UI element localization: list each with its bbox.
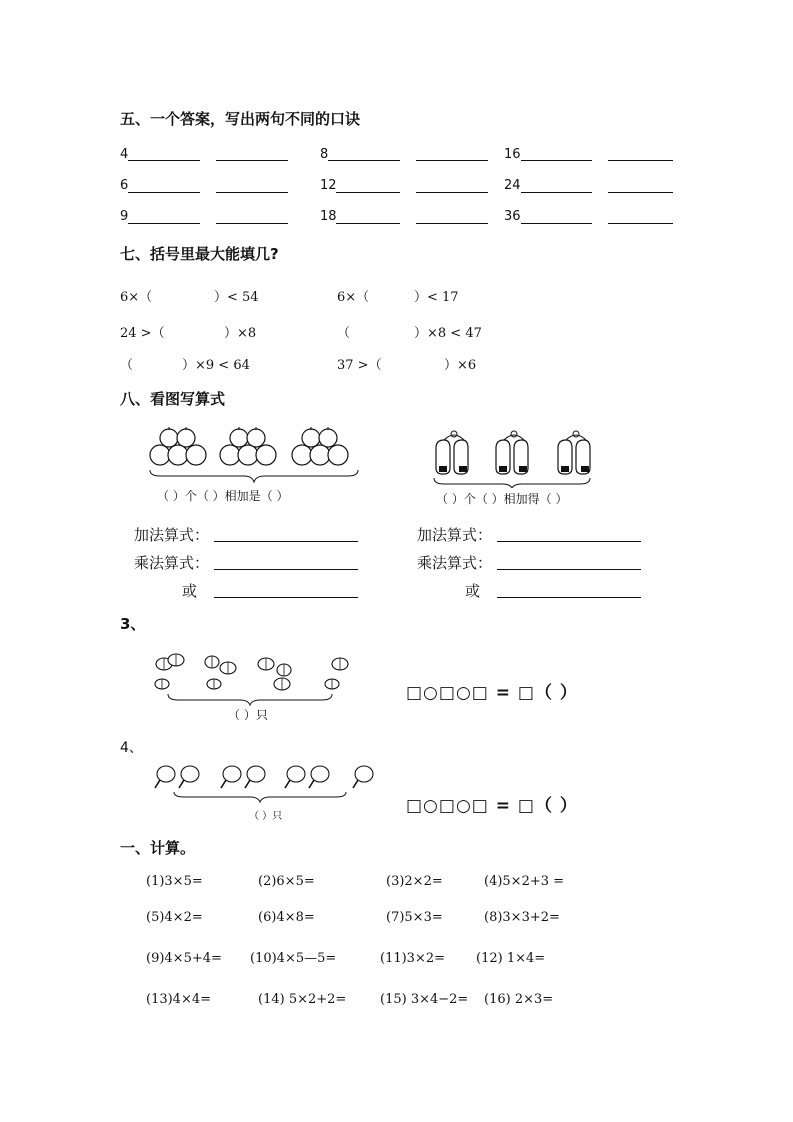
inequality-part: ）×9 < 64 (182, 358, 250, 373)
calc-problem: (3)2×2= (386, 874, 443, 889)
answer-blank[interactable] (521, 223, 592, 224)
answer-blank[interactable] (608, 160, 673, 161)
addition-label: 加法算式： (417, 526, 493, 544)
gloves-caption: （ ）个（ ）相加得（ ） (436, 492, 568, 506)
inequality-part: 6×（ (120, 290, 153, 305)
answer-blank[interactable] (521, 192, 592, 193)
paddles-picture (150, 762, 382, 808)
inequality-part: ）< 17 (414, 290, 459, 305)
answer-blank[interactable] (128, 160, 200, 161)
inequality-part: ）×8 < 47 (414, 326, 482, 341)
calc-problem: (9)4×5+4= (146, 951, 222, 966)
answer-blank[interactable] (336, 192, 400, 193)
section-7-title: 七、括号里最大能填几? (120, 245, 279, 263)
paddles-caption: （ ）只 (249, 811, 283, 822)
answer-blank[interactable] (216, 160, 288, 161)
addition-answer-line[interactable] (497, 541, 641, 542)
alt-answer-line[interactable] (497, 597, 641, 598)
question-4-label: 4、 (120, 740, 143, 756)
answer-number: 12 (320, 178, 337, 193)
answer-number: 36 (504, 209, 521, 224)
gloves-picture (430, 426, 610, 488)
calc-problem: (12) 1×4= (476, 951, 546, 966)
inequality-part: （ (120, 358, 134, 373)
multiplication-label: 乘法算式： (417, 554, 493, 572)
calc-problem: (11)3×2= (380, 951, 446, 966)
answer-number: 9 (120, 209, 129, 224)
inequality-part: ）×8 (224, 326, 257, 341)
multiplication-answer-line[interactable] (497, 569, 641, 570)
answer-blank[interactable] (128, 223, 200, 224)
calc-problem: (5)4×2= (146, 910, 203, 925)
calc-problem: (4)5×2+3 = (484, 874, 565, 889)
section-5-title: 五、一个答案，写出两句不同的口诀 (120, 110, 361, 128)
calc-problem: (13)4×4= (146, 992, 212, 1007)
answer-blank[interactable] (216, 223, 288, 224)
question-4-expression: □○□○□ = □（ ） (406, 796, 578, 816)
or-label: 或 (182, 582, 198, 600)
question-3-expression: □○□○□ = □（ ） (406, 683, 578, 703)
calc-problem: (1)3×5= (146, 874, 203, 889)
calc-problem: (15) 3×4−2= (380, 992, 469, 1007)
multiplication-label: 乘法算式： (134, 554, 210, 572)
calc-problem: (14) 5×2+2= (258, 992, 347, 1007)
alt-answer-line[interactable] (214, 597, 358, 598)
section-1-title: 一、计算。 (120, 839, 196, 857)
calc-problem: (16) 2×3= (484, 992, 554, 1007)
inequality-part: （ (337, 326, 351, 341)
calc-problem: (2)6×5= (258, 874, 315, 889)
answer-blank[interactable] (416, 192, 488, 193)
inequality-part: 24 >（ (120, 326, 165, 341)
addition-answer-line[interactable] (214, 541, 358, 542)
inequality-part: ）< 54 (214, 290, 259, 305)
calc-problem: (10)4×5—5= (250, 951, 337, 966)
answer-blank[interactable] (521, 160, 592, 161)
inequality-part: ）×6 (444, 358, 477, 373)
answer-number: 8 (320, 147, 329, 162)
section-8-title: 八、看图写算式 (120, 390, 226, 408)
answer-blank[interactable] (416, 160, 488, 161)
multiplication-answer-line[interactable] (214, 569, 358, 570)
apples-caption: （ ）个（ ）相加是（ ） (157, 489, 289, 503)
question-3-label: 3、 (120, 615, 146, 633)
answer-number: 24 (504, 178, 521, 193)
apples-picture (146, 424, 368, 488)
answer-number: 4 (120, 147, 129, 162)
calc-problem: (7)5×3= (386, 910, 443, 925)
inequality-part: 37 >（ (337, 358, 382, 373)
answer-blank[interactable] (336, 223, 400, 224)
answer-blank[interactable] (216, 192, 288, 193)
answer-number: 18 (320, 209, 337, 224)
calc-problem: (6)4×8= (258, 910, 315, 925)
answer-number: 6 (120, 178, 129, 193)
answer-blank[interactable] (416, 223, 488, 224)
pumpkins-picture (150, 650, 362, 708)
answer-blank[interactable] (608, 192, 673, 193)
answer-number: 16 (504, 147, 521, 162)
or-label: 或 (465, 582, 481, 600)
answer-blank[interactable] (128, 192, 200, 193)
calc-problem: (8)3×3+2= (484, 910, 560, 925)
answer-blank[interactable] (328, 160, 400, 161)
answer-blank[interactable] (608, 223, 673, 224)
addition-label: 加法算式： (134, 526, 210, 544)
inequality-part: 6×（ (337, 290, 370, 305)
pumpkins-caption: （ ）只 (228, 708, 268, 722)
